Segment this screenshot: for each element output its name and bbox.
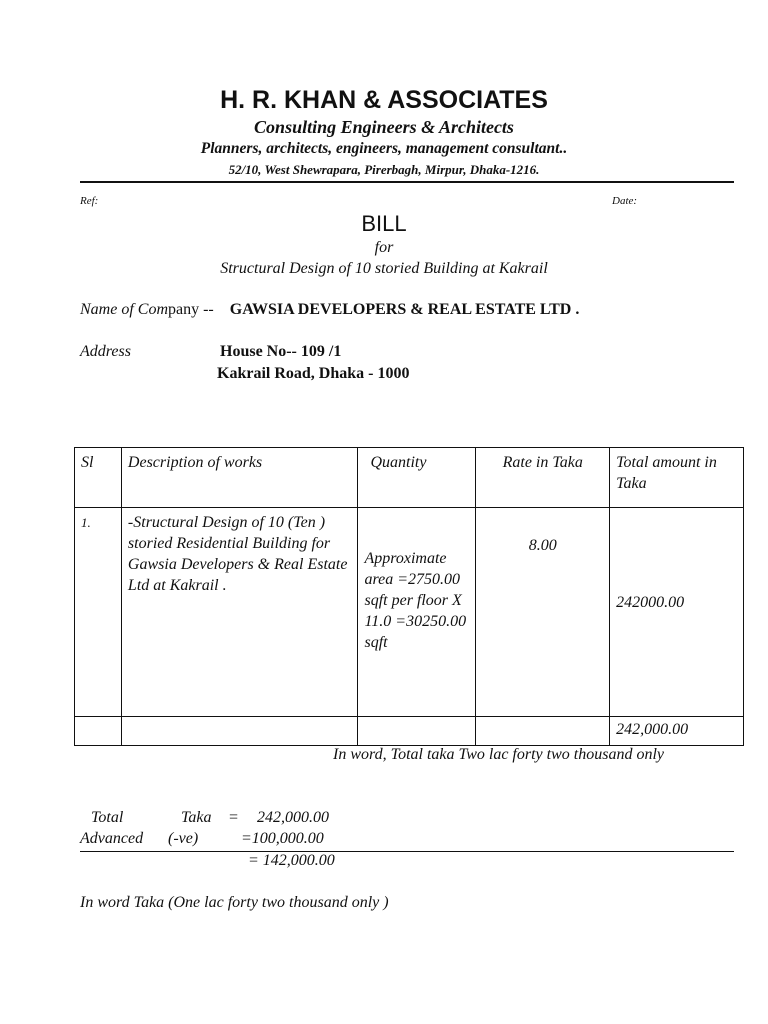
- summary-balance: = 142,000.00: [248, 852, 335, 869]
- header-rate: Rate in Taka: [476, 448, 610, 508]
- firm-name: H. R. KHAN & ASSOCIATES: [220, 86, 548, 114]
- bill-table: [74, 447, 744, 746]
- bill-for: for: [374, 239, 394, 256]
- in-word-total: In word, Total taka Two lac forty two thousand only: [333, 746, 664, 763]
- summary-equals: =: [228, 809, 239, 826]
- in-word-balance: In word Taka (One lac forty two thousand only ): [80, 894, 389, 911]
- header-total: Total amount in Taka: [610, 448, 744, 508]
- header-divider: [80, 181, 734, 183]
- firm-tagline: Consulting Engineers & Architects: [254, 117, 514, 137]
- company-label-prefix: Name of Com: [80, 301, 168, 318]
- table-row: [75, 508, 744, 717]
- date-label: Date:: [612, 195, 638, 207]
- table-header-row: [75, 448, 744, 508]
- summary-advanced-label: Advanced: [80, 830, 144, 847]
- firm-services: Planners, architects, engineers, management consultant..: [200, 140, 568, 157]
- summary-advanced-value: =100,000.00: [241, 830, 324, 847]
- row-sl: 1.: [75, 508, 122, 717]
- header-description: Description of works: [121, 448, 358, 508]
- summary-total-value: 242,000.00: [257, 809, 329, 826]
- company-line: [80, 301, 579, 319]
- address-label: Address: [80, 343, 131, 360]
- summary-advanced-sign: (-ve): [168, 830, 199, 847]
- total-row-rate-empty: [476, 717, 610, 746]
- summary-divider: [80, 851, 734, 852]
- row-quantity: Approximate area =2750.00 sqft per floor X 11.0 =30250.00 sqft: [358, 508, 476, 717]
- table-total-row: [75, 717, 744, 746]
- total-row-desc-empty: [121, 717, 358, 746]
- summary-total-label: Total: [91, 809, 124, 826]
- row-rate: 8.00: [476, 508, 610, 717]
- ref-label: Ref:: [80, 195, 99, 207]
- summary-taka-label: Taka: [181, 809, 212, 826]
- total-row-sl-empty: [75, 717, 122, 746]
- company-name: GAWSIA DEVELOPERS & REAL ESTATE LTD .: [229, 301, 580, 318]
- address-line-2: Kakrail Road, Dhaka - 1000: [217, 365, 410, 382]
- row-total: 242000.00: [610, 508, 744, 717]
- total-row-qty-empty: [358, 717, 476, 746]
- grand-total: 242,000.00: [610, 717, 744, 746]
- firm-address: 52/10, West Shewrapara, Pirerbagh, Mirpur, Dhaka-1216.: [228, 162, 540, 177]
- header-quantity: Quantity: [358, 448, 476, 508]
- header-sl: Sl: [75, 448, 122, 508]
- bill-heading: BILL: [361, 211, 407, 236]
- address-line-1: House No-- 109 /1: [220, 343, 342, 360]
- bill-subject: Structural Design of 10 storied Building at Kakrail: [220, 260, 548, 277]
- row-description: -Structural Design of 10 (Ten ) storied Residential Building for Gawsia Developers & Real Estate Ltd at Kakrail .: [121, 508, 358, 717]
- company-label-suffix: pany --: [168, 301, 214, 318]
